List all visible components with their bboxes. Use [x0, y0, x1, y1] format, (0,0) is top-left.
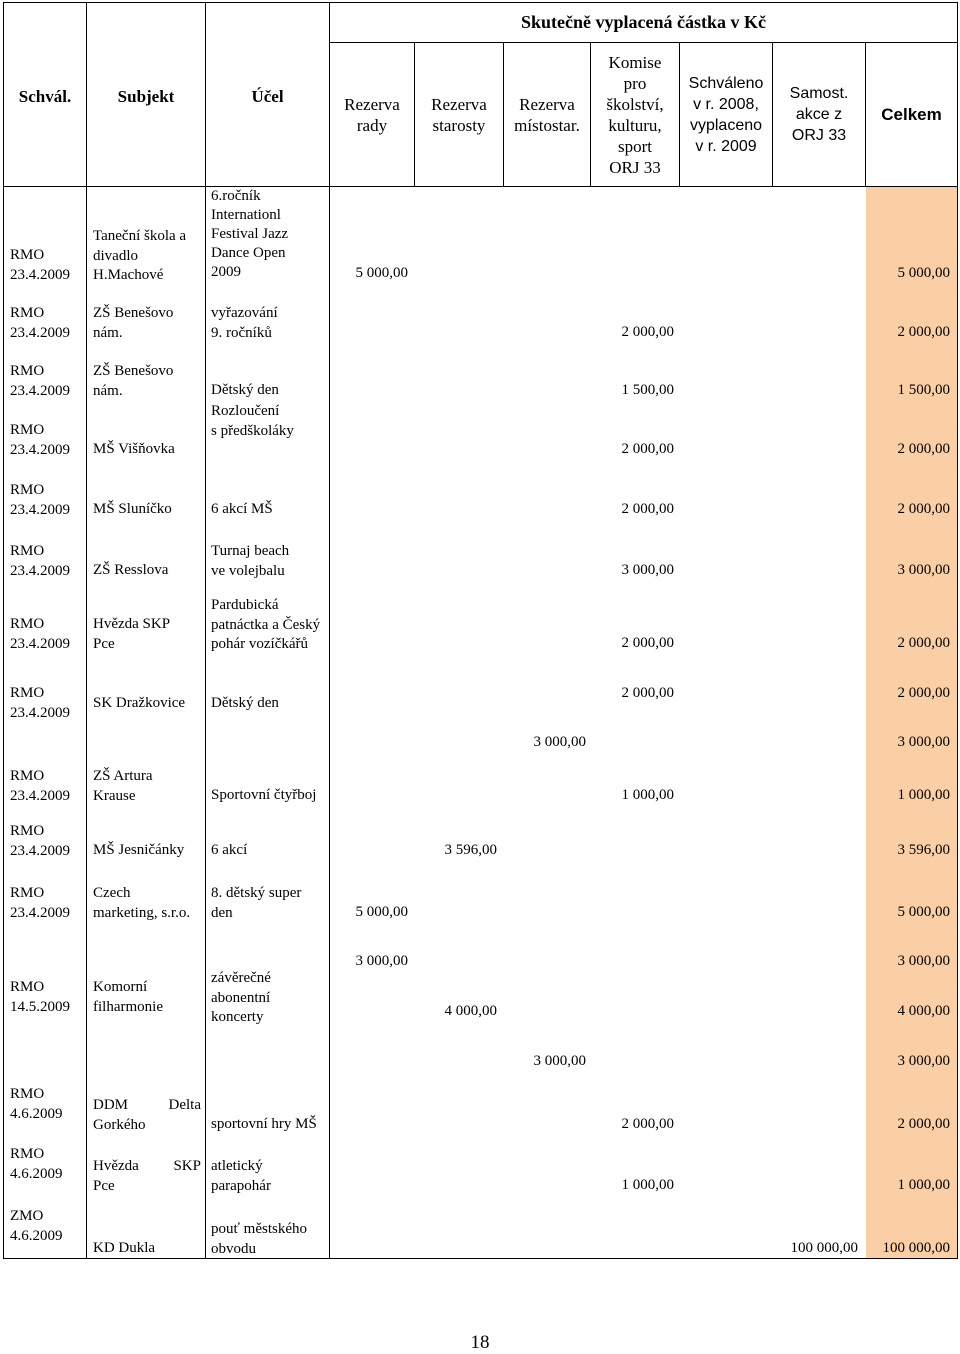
row-8-celkem: 1 000,00 — [897, 787, 950, 803]
row-15-samost: 100 000,00 — [790, 1240, 858, 1256]
row-10-ucel: 8. dětský super den — [211, 885, 302, 921]
row-4-subjekt: MŠ Sluníčko — [93, 501, 172, 517]
row-14-subjekt: Hvězda SKP Pce — [93, 1158, 201, 1194]
row-7-subjekt: SK Dražkovice — [93, 695, 186, 711]
row-8-subjekt: ZŠ Artura Krause — [93, 768, 153, 804]
row-7-schval: RMO 23.4.2009 — [10, 685, 70, 721]
row-2-ucel: Dětský den — [211, 382, 279, 398]
row-1-subjekt: ZŠ Benešovo nám. — [93, 305, 174, 341]
header-ucel: Účel — [251, 87, 284, 106]
row-3-celkem: 2 000,00 — [897, 441, 950, 457]
col-border-5 — [503, 42, 504, 187]
row-9-schval: RMO 23.4.2009 — [10, 823, 70, 859]
row-15-schval: ZMO 4.6.2009 — [10, 1208, 63, 1244]
row-0-rady: 5 000,00 — [355, 265, 408, 281]
row-7-celkem: 2 000,00 — [897, 685, 950, 701]
header-schval: Schvál. — [18, 87, 72, 106]
row-11-starosty-extra: 4 000,00 — [444, 1003, 497, 1019]
row-8-ucel: Sportovní čtyřboj — [211, 787, 317, 803]
row-4-celkem: 2 000,00 — [897, 501, 950, 517]
row-11-rady: 3 000,00 — [355, 953, 408, 969]
row-6-ucel: Pardubická patnáctka a Český pohár vozíčkářů — [211, 597, 321, 652]
row-11-celkem: 3 000,00 — [897, 953, 950, 969]
row-3-komise: 2 000,00 — [621, 441, 674, 457]
col-border-4 — [414, 42, 415, 187]
row-12-mistostar: 3 000,00 — [533, 1053, 586, 1069]
row-4-schval: RMO 23.4.2009 — [10, 482, 70, 518]
page-number: 18 — [470, 1332, 490, 1353]
row-13-komise: 2 000,00 — [621, 1116, 674, 1132]
row-7-mistostar-extra: 3 000,00 — [533, 734, 586, 750]
header-bottom-line — [3, 186, 958, 187]
row-14-celkem: 1 000,00 — [897, 1177, 950, 1193]
row-7-celkem-extra: 3 000,00 — [897, 734, 950, 750]
row-6-komise: 2 000,00 — [621, 635, 674, 651]
col-border-3 — [329, 2, 330, 1259]
row-3-subjekt: MŠ Višňovka — [93, 441, 175, 457]
celkem-column-bg — [866, 187, 957, 1258]
header-celkem: Celkem — [881, 105, 942, 124]
col-border-1 — [86, 2, 87, 1259]
row-13-celkem: 2 000,00 — [897, 1116, 950, 1132]
row-10-schval: RMO 23.4.2009 — [10, 885, 70, 921]
col-border-10 — [957, 2, 958, 1259]
row-11-subjekt: Komorní filharmonie — [93, 979, 163, 1015]
row-13-ucel: sportovní hry MŠ — [211, 1116, 317, 1132]
row-5-komise: 3 000,00 — [621, 562, 674, 578]
row-1-celkem: 2 000,00 — [897, 324, 950, 340]
header-schvaleno: Schváleno v r. 2008, vyplaceno v r. 2009 — [688, 75, 764, 155]
col-border-7 — [679, 42, 680, 187]
row-2-subjekt: ZŠ Benešovo nám. — [93, 363, 174, 399]
row-11-schval: RMO 14.5.2009 — [10, 979, 70, 1015]
header-rezerva-rady: Rezerva rady — [344, 95, 400, 135]
row-3-schval: RMO 23.4.2009 — [10, 422, 70, 458]
row-6-celkem: 2 000,00 — [897, 635, 950, 651]
row-15-ucel: pouť městského obvodu — [211, 1221, 307, 1257]
row-2-komise: 1 500,00 — [621, 382, 674, 398]
row-0-schval: RMO 23.4.2009 — [10, 247, 70, 283]
header-komise: Komise pro školství, kulturu, sport ORJ 33 — [606, 53, 664, 177]
row-2-celkem: 1 500,00 — [897, 382, 950, 398]
row-0-subjekt: Taneční škola a divadlo H.Machové — [93, 228, 187, 283]
row-14-schval: RMO 4.6.2009 — [10, 1146, 63, 1182]
header-samost: Samost. akce z ORJ 33 — [789, 85, 849, 144]
row-0-celkem: 5 000,00 — [897, 265, 950, 281]
row-5-ucel: Turnaj beach ve volejbalu — [211, 543, 290, 579]
row-8-schval: RMO 23.4.2009 — [10, 768, 70, 804]
row-6-subjekt: Hvězda SKP Pce — [93, 616, 171, 652]
row-0-ucel: 6.ročník Internationl Festival Jazz Dance Open 2009 — [211, 188, 289, 280]
row-7-komise: 2 000,00 — [621, 685, 674, 701]
row-6-schval: RMO 23.4.2009 — [10, 616, 70, 652]
row-5-subjekt: ZŠ Resslova — [93, 562, 169, 578]
row-4-ucel: 6 akcí MŠ — [211, 501, 273, 517]
row-9-starosty: 3 596,00 — [444, 842, 497, 858]
row-12-celkem: 3 000,00 — [897, 1053, 950, 1069]
row-13-schval: RMO 4.6.2009 — [10, 1086, 63, 1122]
row-1-komise: 2 000,00 — [621, 324, 674, 340]
header-rezerva-mistostar: Rezerva místostar. — [514, 95, 580, 135]
row-11-celkem-extra: 4 000,00 — [897, 1003, 950, 1019]
row-9-celkem: 3 596,00 — [897, 842, 950, 858]
row-13-subjekt: DDM Delta Gorkého — [93, 1097, 201, 1133]
row-10-celkem: 5 000,00 — [897, 904, 950, 920]
col-border-6 — [590, 42, 591, 187]
row-1-ucel: vyřazování 9. ročníků — [211, 305, 278, 341]
row-9-subjekt: MŠ Jesničánky — [93, 842, 185, 858]
row-1-schval: RMO 23.4.2009 — [10, 305, 70, 341]
col-border-8 — [772, 42, 773, 187]
row-5-schval: RMO 23.4.2009 — [10, 543, 70, 579]
row-11-ucel: závěrečné abonentní koncerty — [211, 970, 271, 1025]
row-8-komise: 1 000,00 — [621, 787, 674, 803]
row-15-subjekt: KD Dukla — [93, 1240, 156, 1256]
header-subjekt: Subjekt — [117, 87, 175, 106]
row-14-komise: 1 000,00 — [621, 1177, 674, 1193]
group-title: Skutečně vyplacená částka v Kč — [521, 12, 766, 32]
row-4-komise: 2 000,00 — [621, 501, 674, 517]
group-title-underline — [330, 42, 958, 43]
top-border — [3, 2, 958, 3]
row-14-ucel: atletický parapohár — [211, 1158, 271, 1194]
row-10-subjekt: Czech marketing, s.r.o. — [93, 885, 191, 921]
row-9-ucel: 6 akcí — [211, 842, 248, 858]
row-10-rady: 5 000,00 — [355, 904, 408, 920]
row-2-schval: RMO 23.4.2009 — [10, 363, 70, 399]
row-15-celkem: 100 000,00 — [882, 1240, 950, 1256]
row-7-ucel: Dětský den — [211, 695, 279, 711]
col-border-2 — [205, 2, 206, 1259]
col-border-9 — [865, 42, 866, 187]
row-3-ucel: Rozloučení s předškoláky — [211, 403, 294, 439]
row-5-celkem: 3 000,00 — [897, 562, 950, 578]
col-border-0 — [3, 2, 4, 1259]
header-rezerva-starosty: Rezerva starosty — [431, 95, 487, 135]
